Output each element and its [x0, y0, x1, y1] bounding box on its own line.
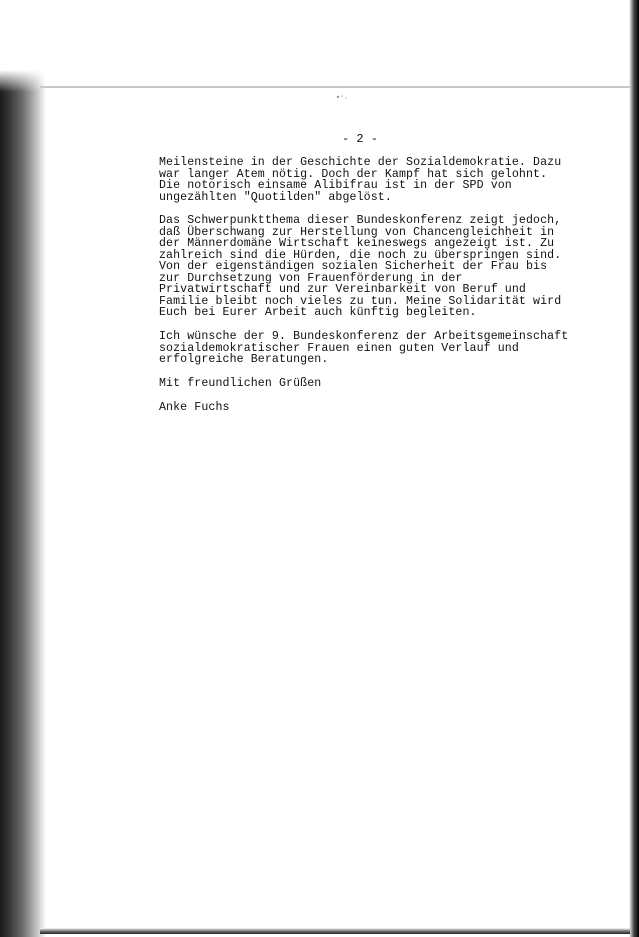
scan-left-shadow-top-fade	[0, 0, 46, 92]
paragraph-line: Euch bei Eurer Arbeit auch künftig begleiten.	[159, 306, 477, 319]
scan-right-border	[629, 0, 639, 937]
paragraph-line: zur Durchsetzung von Frauenförderung in der	[159, 271, 463, 285]
page-number: - 2 -	[342, 132, 379, 146]
signature-name: Anke Fuchs	[159, 401, 230, 414]
paragraph-line: ungezählten "Quotilden" abgelöst.	[159, 190, 392, 204]
paragraph-line: erfolgreiche Beratungen.	[159, 353, 329, 366]
paragraph-2	[159, 215, 589, 319]
scan-bottom-edge	[40, 928, 630, 934]
paragraph-line: der Männerdomäne Wirtschaft keineswegs angezeigt ist. Zu	[159, 237, 555, 250]
paragraph-line: Die notorisch einsame Alibifrau ist in der SPD von	[159, 179, 512, 192]
paragraph-line: Meilensteine in der Geschichte der Sozialdemokratie. Dazu	[159, 156, 562, 169]
paragraph-line: Privatwirtschaft und zur Vereinbarkeit von Beruf und	[159, 283, 526, 296]
closing-text: Mit freundlichen Grüßen	[159, 377, 322, 390]
paragraph-line: zahlreich sind die Hürden, die noch zu überspringen sind.	[159, 248, 562, 262]
paragraph-3	[159, 331, 589, 366]
paragraph-line: war langer Atem nötig. Doch der Kampf hat sich gelohnt.	[159, 167, 548, 181]
paragraph-1	[159, 157, 589, 203]
paragraph-line: Von der eigenständigen sozialen Sicherheit der Frau bis	[159, 260, 548, 273]
paragraph-line: Das Schwerpunktthema dieser Bundeskonferenz zeigt jedoch,	[159, 214, 562, 227]
paragraph-line: sozialdemokratischer Frauen einen guten Verlauf und	[159, 341, 519, 355]
scan-top-edge	[40, 86, 630, 88]
paragraph-line: Ich wünsche der 9. Bundeskonferenz der Arbeitsgemeinschaft	[159, 330, 569, 343]
signature-block	[159, 402, 589, 414]
scan-speckle	[300, 92, 360, 102]
paragraph-line: Familie bleibt noch vieles zu tun. Meine Solidarität wird	[159, 294, 562, 308]
paragraph-line: daß Überschwang zur Herstellung von Chancengleichheit in	[159, 225, 555, 239]
closing-line	[159, 378, 589, 390]
scan-left-shadow	[0, 0, 46, 937]
